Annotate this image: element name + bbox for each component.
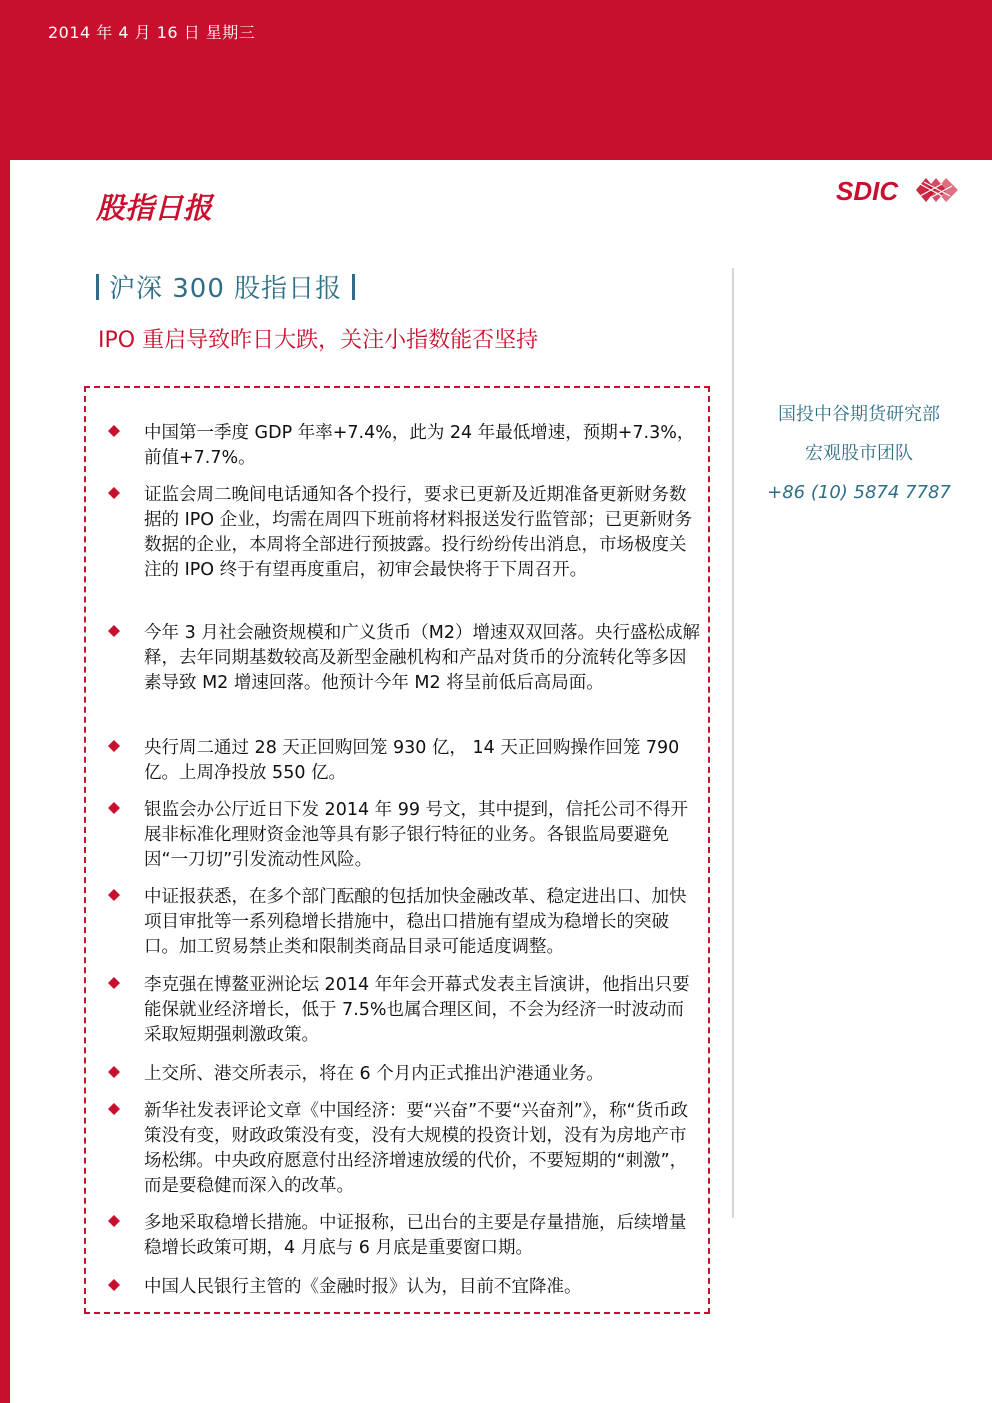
diamond-bullet-icon [108, 1066, 120, 1078]
diamond-bullet-icon [108, 625, 120, 637]
title-bar-right [352, 274, 355, 300]
header-banner [0, 0, 992, 160]
headline: IPO 重启导致昨日大跌，关注小指数能否坚持 [98, 328, 539, 353]
diamond-bullet-icon [108, 802, 120, 814]
diamond-bullet-icon [108, 889, 120, 901]
news-text: 证监会周二晚间电话通知各个投行，要求已更新及近期准备更新财务数据的 IPO 企业，均需在周四下班前将材料报送发行监管部；已更新财务数据的企业，本周将全部进行预披露。投行纷纷传出消息，市场极度关注的 IPO 终于有望再度重启，初审会最快将于下周召开。 [144, 485, 693, 580]
title-bar-left [96, 274, 99, 300]
left-accent-strip [0, 160, 10, 1403]
news-box [84, 386, 710, 1314]
news-text: 中国第一季度 GDP 年率+7.4%，此为 24 年最低增速，预期+7.3%，前值+7.7%。 [144, 423, 695, 468]
logo-text: SDIC [836, 176, 899, 206]
news-text: 上交所、港交所表示，将在 6 个月内正式推出沪港通业务。 [144, 1064, 604, 1084]
report-type-title: 股指日报 [96, 191, 213, 225]
contact-department: 国投中谷期货研究部 [778, 404, 940, 425]
news-text: 央行周二通过 28 天正回购回笼 930 亿， 14 天正回购操作回笼 790 亿。上周净投放 550 亿。 [144, 738, 680, 783]
news-text: 中证报获悉，在多个部门酝酿的包括加快金融改革、稳定进出口、加快项目审批等一系列稳增长措施中，稳出口措施有望成为稳增长的突破口。加工贸易禁止类和限制类商品目录可能适度调整。 [144, 887, 687, 957]
news-text: 银监会办公厅近日下发 2014 年 99 号文，其中提到，信托公司不得开展非标准化理财资金池等具有影子银行特征的业务。各银监局要避免因“一刀切”引发流动性风险。 [144, 800, 689, 870]
contact-team: 宏观股市团队 [805, 443, 913, 464]
diamond-bullet-icon [108, 740, 120, 752]
diamond-bullet-icon [108, 977, 120, 989]
news-text: 今年 3 月社会融资规模和广义货币（M2）增速双双回落。央行盛松成解释，去年同期基数较高及新型金融机构和产品对货币的分流转化等多因素导致 M2 增速回落。他预计今年 M2 将呈前低后高局面。 [144, 623, 700, 693]
sdic-logo [836, 174, 960, 206]
contact-block [752, 400, 966, 517]
diamond-bullet-icon [108, 487, 120, 499]
diamond-bullet-icon [108, 1215, 120, 1227]
contact-phone: +86 (10) 5874 7787 [767, 482, 951, 503]
news-text: 中国人民银行主管的《金融时报》认为，目前不宜降准。 [144, 1277, 582, 1297]
section-title-text: 沪深 300 股指日报 [109, 274, 343, 304]
diamond-bullet-icon [108, 1279, 120, 1291]
report-date: 2014 年 4 月 16 日 星期三 [48, 23, 256, 42]
news-text: 李克强在博鳌亚洲论坛 2014 年年会开幕式发表主旨演讲，他指出只要能保就业经济增长，低于 7.5%也属合理区间，不会为经济一时波动而采取短期强刺激政策。 [144, 975, 690, 1045]
vertical-divider [732, 268, 734, 1218]
diamond-bullet-icon [108, 1103, 120, 1115]
diamond-bullet-icon [108, 425, 120, 437]
news-text: 多地采取稳增长措施。中证报称，已出台的主要是存量措施，后续增量稳增长政策可期，4 月底与 6 月底是重要窗口期。 [144, 1213, 687, 1258]
section-title [96, 268, 355, 305]
news-text: 新华社发表评论文章《中国经济：要“兴奋”不要“兴奋剂”》，称“货币政策没有变，财政政策没有变，没有大规模的投资计划，没有为房地产市场松绑。中央政府愿意付出经济增速放缓的代价，不要短期的“刺激”，而是要稳健而深入的改革。 [144, 1101, 689, 1196]
